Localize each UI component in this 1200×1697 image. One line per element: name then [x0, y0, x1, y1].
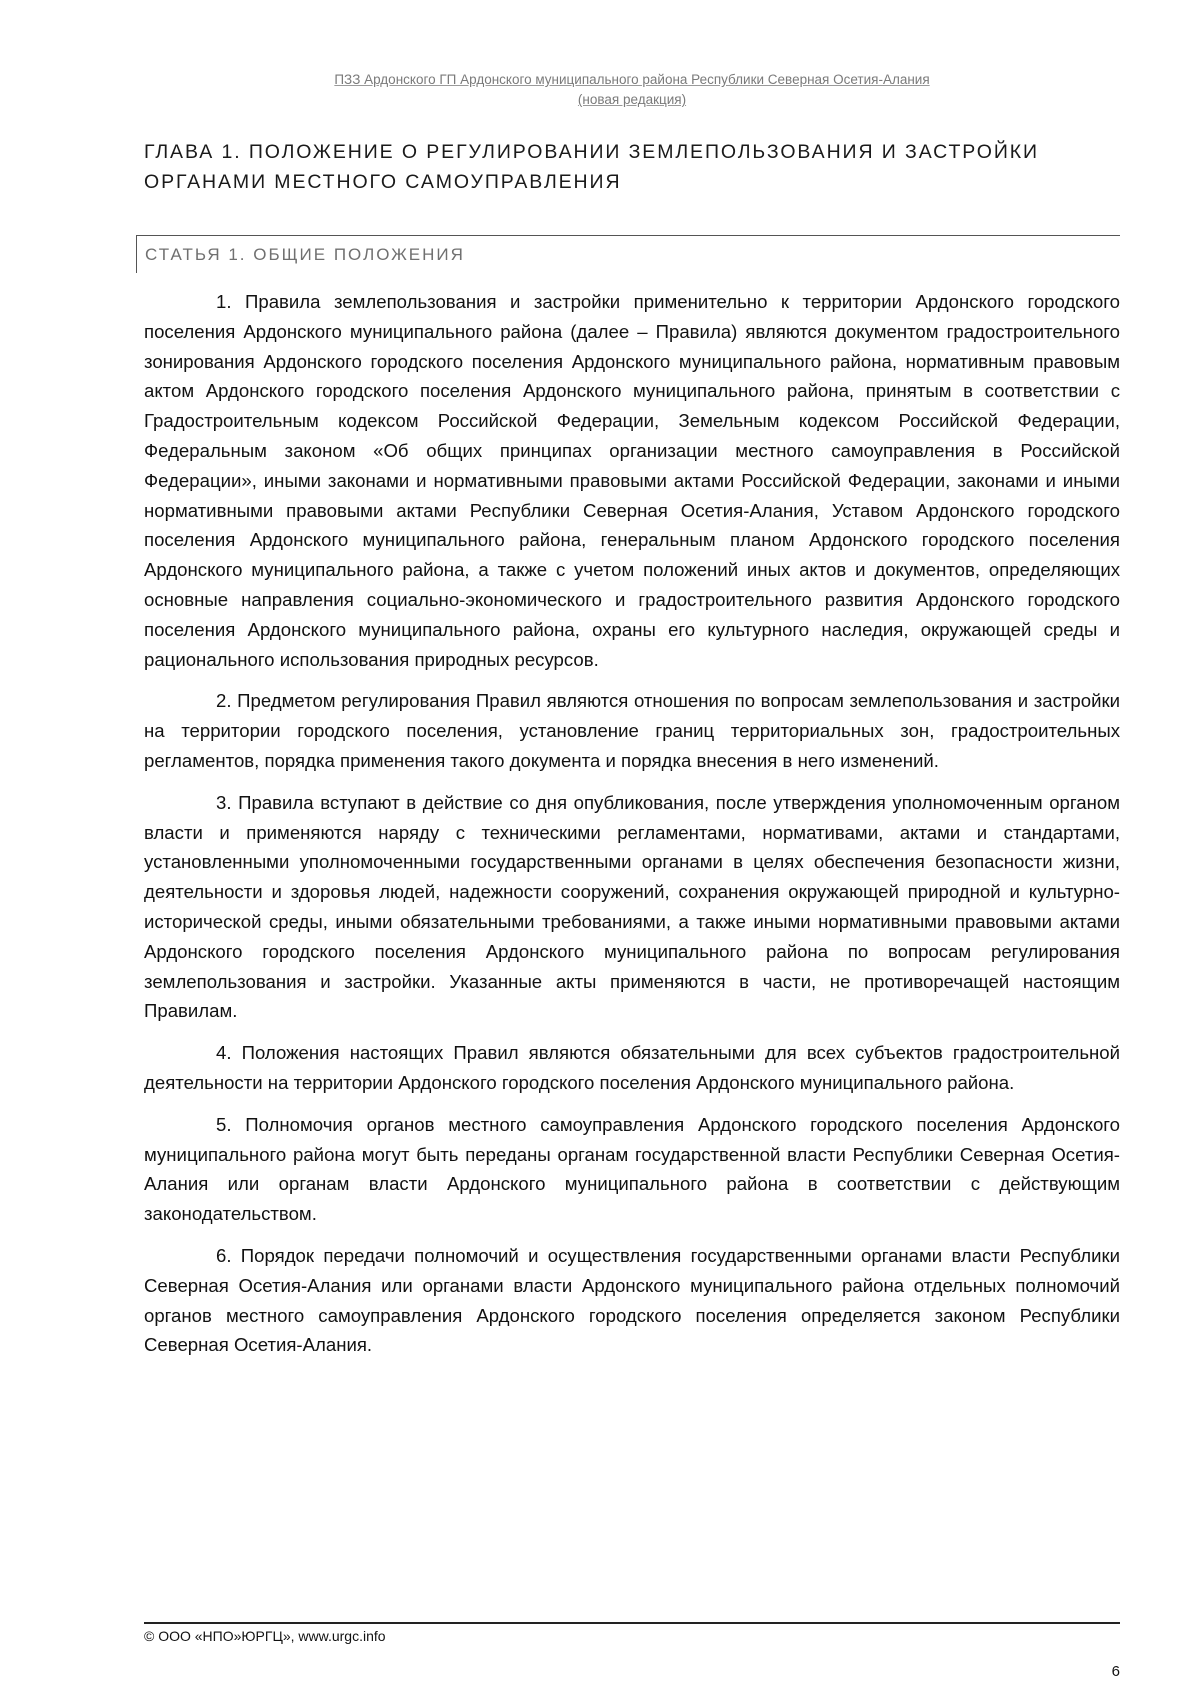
- paragraph-1: 1. Правила землепользования и застройки применительно к территории Ардонского городского поселения Ардонского муниципального района (далее – Правила) являются документом градостроительного зонирования Ардонского городского поселения Ардонского муниципального района, нормативным правовым актом Ардонского городского поселения Ардонского муниципального района, принятым в соответствии с Градостроительным кодексом Российской Федерации, Земельным кодексом Российской Федерации, Федеральным законом «Об общих принципах организации местного самоуправления в Российской Федерации», иными законами и нормативными правовыми актами Российской Федерации, законами и иными нормативными правовыми актами Республики Северная Осетия-Алания, Уставом Ардонского городского поселения Ардонского муниципального района, генеральным планом Ардонского городского поселения Ардонского муниципального района, а также с учетом положений иных актов и документов, определяющих основные направления социально-экономического и градостроительного развития Ардонского городского поселения Ардонского муниципального района, охраны его культурного наследия, окружающей среды и рационального использования природных ресурсов.: [144, 291, 1120, 670]
- article-body: [144, 287, 1120, 1372]
- paragraph-3: 3. Правила вступают в действие со дня опубликования, после утверждения уполномоченным органом власти и применяются наряду с техническими регламентами, нормативами, актами и стандартами, установленными уполномоченными государственными органами в целях обеспечения безопасности жизни, деятельности и здоровья людей, надежности сооружений, сохранения окружающей природной и культурно-исторической среды, иными обязательными требованиями, а также иными нормативными правовыми актами Ардонского городского поселения Ардонского муниципального района по вопросам регулирования землепользования и застройки. Указанные акты применяются в части, не противоречащей настоящим Правилам.: [144, 791, 1120, 1022]
- footer-copyright: © ООО «НПО»ЮРГЦ», www.urgc.info: [144, 1628, 386, 1644]
- paragraph-6: 6. Порядок передачи полномочий и осуществления государственными органами власти Республики Северная Осетия-Алания или органами власти Ардонского муниципального района отдельных полномочий органов местного самоуправления Ардонского городского поселения определяется законом Республики Северная Осетия-Алания.: [144, 1244, 1120, 1356]
- paragraph-4: 4. Положения настоящих Правил являются обязательными для всех субъектов градостроительной деятельности на территории Ардонского городского поселения Ардонского муниципального района.: [144, 1042, 1120, 1093]
- page-number: 6: [1111, 1663, 1120, 1680]
- header-line-2: (новая редакция): [577, 92, 687, 107]
- chapter-title: ГЛАВА 1. ПОЛОЖЕНИЕ О РЕГУЛИРОВАНИИ ЗЕМЛЕПОЛЬЗОВАНИЯ И ЗАСТРОЙКИ ОРГАНАМИ МЕСТНОГО САМОУПРАВЛЕНИЯ: [144, 141, 1039, 193]
- article-heading: СТАТЬЯ 1. ОБЩИЕ ПОЛОЖЕНИЯ: [136, 235, 1120, 273]
- page-header: [144, 70, 1120, 110]
- footer-divider: [144, 1622, 1120, 1624]
- paragraph-5: 5. Полномочия органов местного самоуправления Ардонского городского поселения Ардонского муниципального района могут быть переданы органам государственной власти Республики Северная Осетия-Алания или органам власти Ардонского муниципального района в соответствии с действующим законодательством.: [144, 1113, 1120, 1225]
- header-line-1: ПЗЗ Ардонского ГП Ардонского муниципального района Республики Северная Осетия-Алания: [334, 72, 930, 87]
- paragraph-2: 2. Предметом регулирования Правил являются отношения по вопросам землепользования и застройки на территории городского поселения, установление границ территориальных зон, градостроительных регламентов, порядка применения такого документа и порядка внесения в него изменений.: [144, 690, 1120, 771]
